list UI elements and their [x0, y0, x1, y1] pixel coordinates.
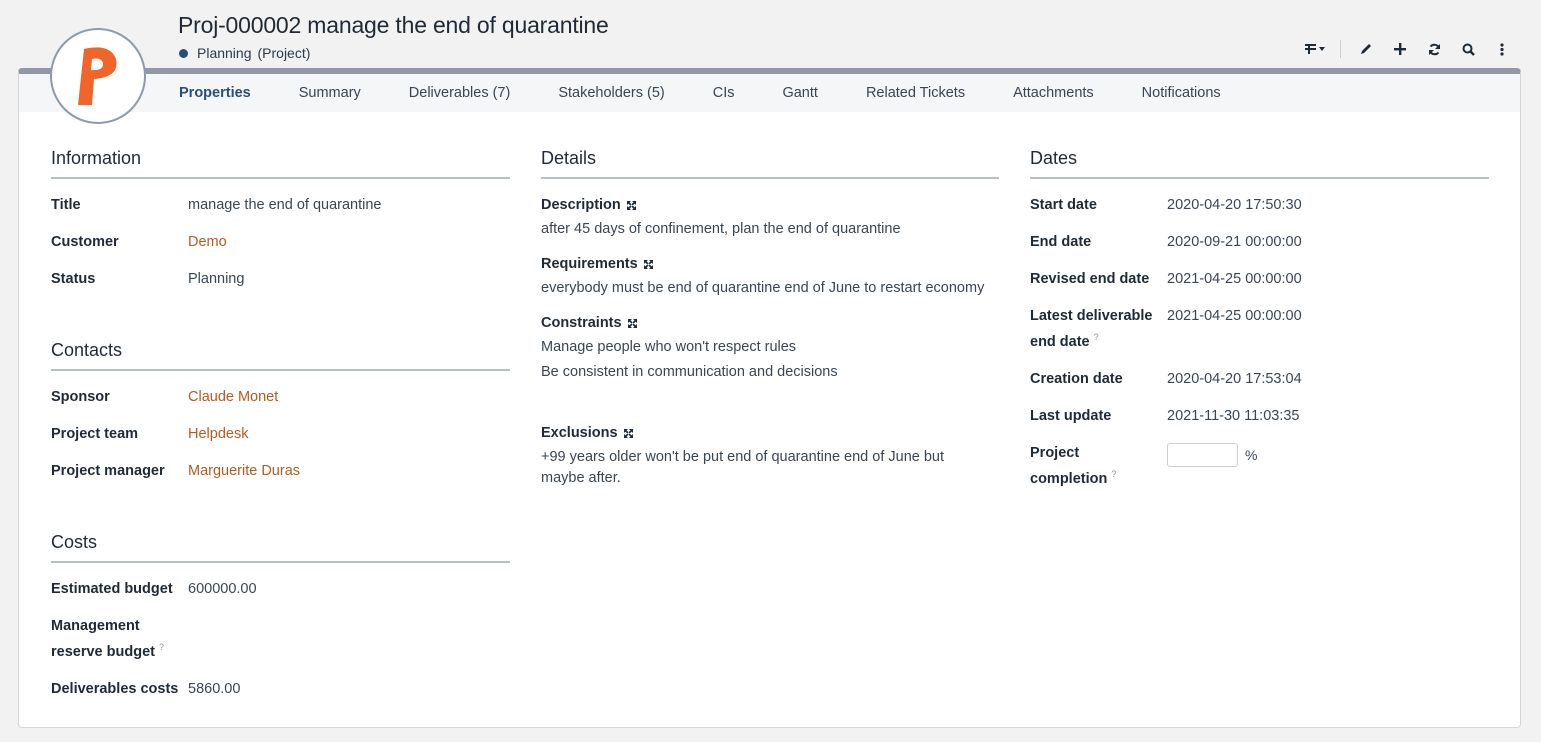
project-completion-label	[1030, 443, 1167, 490]
title-label: Title	[51, 197, 81, 213]
exclusions-label: Exclusions	[541, 425, 618, 441]
sponsor-link[interactable]: Claude Monet	[188, 389, 279, 405]
project-completion-row	[1030, 443, 1489, 490]
constraints-value-line1: Manage people who won't respect rules	[541, 339, 797, 355]
sponsor-row	[51, 387, 510, 408]
exclusions-value-line2: maybe after.	[541, 470, 621, 486]
project-completion-label-line2: completion	[1030, 470, 1108, 487]
creation-date-row	[1030, 369, 1489, 390]
title-value: manage the end of quarantine	[188, 197, 382, 213]
start-date-label: Start date	[1030, 197, 1097, 213]
help-hint-icon[interactable]: ?	[158, 642, 164, 652]
start-date-row	[1030, 195, 1489, 216]
information-heading: Information	[51, 148, 510, 179]
latest-deliverable-end-date-value: 2021-04-25 00:00:00	[1167, 308, 1302, 324]
last-update-row	[1030, 406, 1489, 427]
estimated-budget-value: 600000.00	[188, 581, 257, 597]
tab-deliverables[interactable]: Deliverables (7)	[408, 85, 511, 101]
percent-unit: %	[1245, 446, 1258, 463]
tab-related-tickets[interactable]: Related Tickets	[865, 85, 966, 101]
reserve-budget-row	[51, 616, 510, 663]
constraints-value-line2: Be consistent in communication and decisions	[541, 364, 838, 380]
reserve-budget-label-line1: Management	[51, 618, 140, 634]
last-update-value: 2021-11-30 11:03:35	[1167, 407, 1300, 424]
help-hint-icon[interactable]: ?	[1111, 468, 1117, 479]
description-label: Description	[541, 197, 621, 213]
description-value: after 45 days of confinement, plan the end of quarantine	[541, 221, 901, 237]
add-icon[interactable]	[1383, 39, 1417, 59]
dates-section	[1030, 148, 1489, 506]
exclusions-field	[541, 423, 999, 489]
requirements-value: everybody must be end of quarantine end of June to restart economy	[541, 280, 985, 296]
status-row	[51, 269, 510, 290]
tab-attachments[interactable]: Attachments	[1013, 85, 1094, 101]
customer-label: Customer	[51, 234, 119, 250]
project-manager-link[interactable]: Marguerite Duras	[188, 463, 301, 479]
costs-section	[51, 532, 510, 716]
status-dot-icon	[179, 49, 188, 58]
expand-icon[interactable]	[644, 260, 653, 269]
deliverables-costs-row	[51, 679, 510, 700]
end-date-label: End date	[1030, 234, 1092, 250]
header-status	[179, 45, 310, 61]
tab-properties[interactable]: Properties	[179, 85, 251, 101]
project-manager-row	[51, 461, 510, 482]
latest-deliverable-label-line2: end date	[1030, 333, 1090, 350]
estimated-budget-row	[51, 579, 510, 600]
project-team-link[interactable]: Helpdesk	[188, 426, 249, 442]
requirements-field	[541, 254, 999, 299]
menu-dropdown-icon[interactable]	[1298, 39, 1332, 59]
expand-icon[interactable]	[627, 201, 636, 210]
deliverables-costs-value: 5860.00	[188, 680, 241, 697]
tab-summary[interactable]: Summary	[298, 85, 361, 101]
customer-link[interactable]: Demo	[188, 234, 227, 250]
project-team-label: Project team	[51, 426, 139, 442]
search-icon[interactable]	[1451, 39, 1485, 59]
reserve-budget-label	[51, 616, 188, 663]
details-section	[541, 148, 999, 489]
title-row	[51, 195, 510, 216]
information-section	[51, 148, 510, 306]
contacts-section	[51, 340, 510, 498]
details-heading: Details	[541, 148, 999, 179]
project-logo-icon	[70, 43, 126, 109]
page-title: Proj-000002 manage the end of quarantine	[178, 12, 609, 38]
expand-icon[interactable]	[628, 319, 637, 328]
project-completion-label-line1: Project	[1030, 444, 1080, 461]
creation-date-value: 2020-04-20 17:53:04	[1167, 370, 1302, 387]
tab-cis[interactable]: CIs	[712, 85, 735, 101]
revised-end-date-row	[1030, 269, 1489, 290]
contacts-heading: Contacts	[51, 340, 510, 371]
costs-heading: Costs	[51, 532, 510, 563]
tab-bar	[19, 74, 1520, 112]
tab-stakeholders[interactable]: Stakeholders (5)	[558, 85, 665, 101]
reserve-budget-label-line2: reserve budget	[51, 643, 155, 660]
revised-end-date-label: Revised end date	[1030, 271, 1150, 287]
end-date-value: 2020-09-21 00:00:00	[1167, 234, 1302, 250]
customer-row	[51, 232, 510, 253]
object-details-panel	[18, 68, 1521, 728]
constraints-field	[541, 313, 999, 383]
status-label: Planning	[197, 45, 252, 61]
edit-icon[interactable]	[1349, 39, 1383, 59]
help-hint-icon[interactable]: ?	[1093, 332, 1099, 342]
project-completion-input[interactable]	[1167, 443, 1238, 467]
last-update-label: Last update	[1030, 407, 1112, 424]
latest-deliverable-label-line1: Latest deliverable	[1030, 308, 1153, 324]
refresh-icon[interactable]	[1417, 39, 1451, 59]
tab-notifications[interactable]: Notifications	[1141, 85, 1221, 101]
creation-date-label: Creation date	[1030, 370, 1123, 387]
project-logo	[50, 28, 146, 124]
status-value: Planning	[188, 271, 245, 287]
latest-deliverable-end-date-row	[1030, 306, 1489, 353]
description-field	[541, 195, 999, 240]
project-manager-label: Project manager	[51, 463, 165, 479]
status-field-label: Status	[51, 271, 96, 287]
more-icon[interactable]	[1485, 39, 1519, 59]
latest-deliverable-end-date-label	[1030, 306, 1167, 353]
project-completion-control	[1167, 443, 1257, 490]
object-class-label: (Project)	[257, 45, 311, 61]
sponsor-label: Sponsor	[51, 389, 110, 405]
start-date-value: 2020-04-20 17:50:30	[1167, 197, 1302, 213]
end-date-row	[1030, 232, 1489, 253]
expand-icon[interactable]	[624, 429, 633, 438]
exclusions-value-line1: +99 years older won't be put end of quarantine end of June but	[541, 449, 945, 465]
toolbar	[1298, 39, 1519, 59]
dates-heading: Dates	[1030, 148, 1489, 179]
toolbar-divider	[1340, 40, 1341, 58]
project-team-row	[51, 424, 510, 445]
constraints-label: Constraints	[541, 315, 622, 331]
requirements-label: Requirements	[541, 256, 638, 272]
tab-gantt[interactable]: Gantt	[782, 85, 818, 101]
estimated-budget-label: Estimated budget	[51, 581, 173, 597]
revised-end-date-value: 2021-04-25 00:00:00	[1167, 271, 1302, 287]
deliverables-costs-label: Deliverables costs	[51, 680, 179, 697]
